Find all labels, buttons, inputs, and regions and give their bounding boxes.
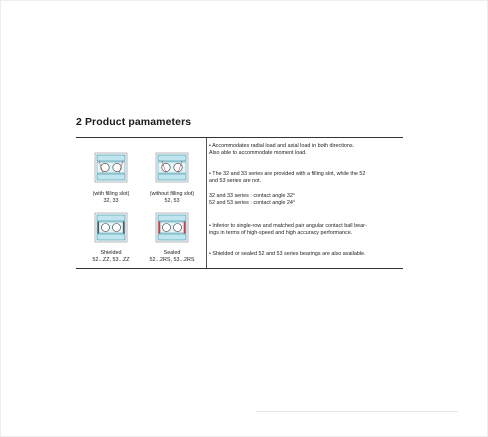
description-performance bbox=[209, 223, 404, 237]
description-line: and 53 series are not. bbox=[209, 177, 262, 184]
section-title: 2 Product pamameters bbox=[76, 116, 192, 128]
description-contact-angle bbox=[209, 193, 404, 207]
table-bottom-rule bbox=[76, 268, 403, 269]
description-line: • The 32 and 33 series are provided with a filling slot, while the 52 bbox=[209, 171, 366, 177]
bearing-series-label: 52...2RS, 53...2RS bbox=[149, 256, 195, 263]
description-line: 52 and 53 series : contact angle 24° bbox=[209, 199, 296, 206]
description-shielded-sealed bbox=[209, 251, 404, 258]
table-top-rule bbox=[76, 137, 403, 138]
bearing-shielded-diagram bbox=[94, 212, 128, 243]
bearing-type-label: (with filling slot) bbox=[92, 191, 130, 197]
bearing-series-label: 32, 33 bbox=[103, 197, 119, 204]
description-line: • Inferior to single-row and matched pair angular contact ball bear- bbox=[209, 223, 367, 229]
bearing-no-filling-slot-diagram bbox=[155, 152, 189, 183]
bearing-caption-sealed bbox=[132, 250, 212, 263]
description-filling-slot bbox=[209, 171, 404, 185]
footer-divider bbox=[256, 411, 458, 412]
bearing-type-label: Sealed bbox=[163, 250, 181, 256]
description-line: 32 and 33 series : contact angle 32° bbox=[209, 193, 296, 199]
description-line: • Shielded or sealed 52 and 53 series bearings are also available. bbox=[209, 251, 366, 257]
bearing-sealed-diagram bbox=[155, 212, 189, 243]
bearing-series-label: 52, 53 bbox=[164, 197, 180, 204]
bearing-type-label: Shielded bbox=[100, 250, 122, 256]
description-load-capacity bbox=[209, 143, 404, 157]
description-line: • Accommodates radial load and axial load in both directions. bbox=[209, 143, 355, 149]
description-line: Also able to accommodate moment load. bbox=[209, 149, 307, 156]
description-line: ings in terms of high-speed and high accuracy performance. bbox=[209, 229, 353, 236]
bearing-caption-no-filling-slot bbox=[132, 191, 212, 204]
bearing-filling-slot-diagram bbox=[94, 152, 128, 183]
bearing-series-label: 52...ZZ, 53...ZZ bbox=[92, 256, 130, 263]
bearing-type-label: (without filling slot) bbox=[149, 191, 195, 197]
